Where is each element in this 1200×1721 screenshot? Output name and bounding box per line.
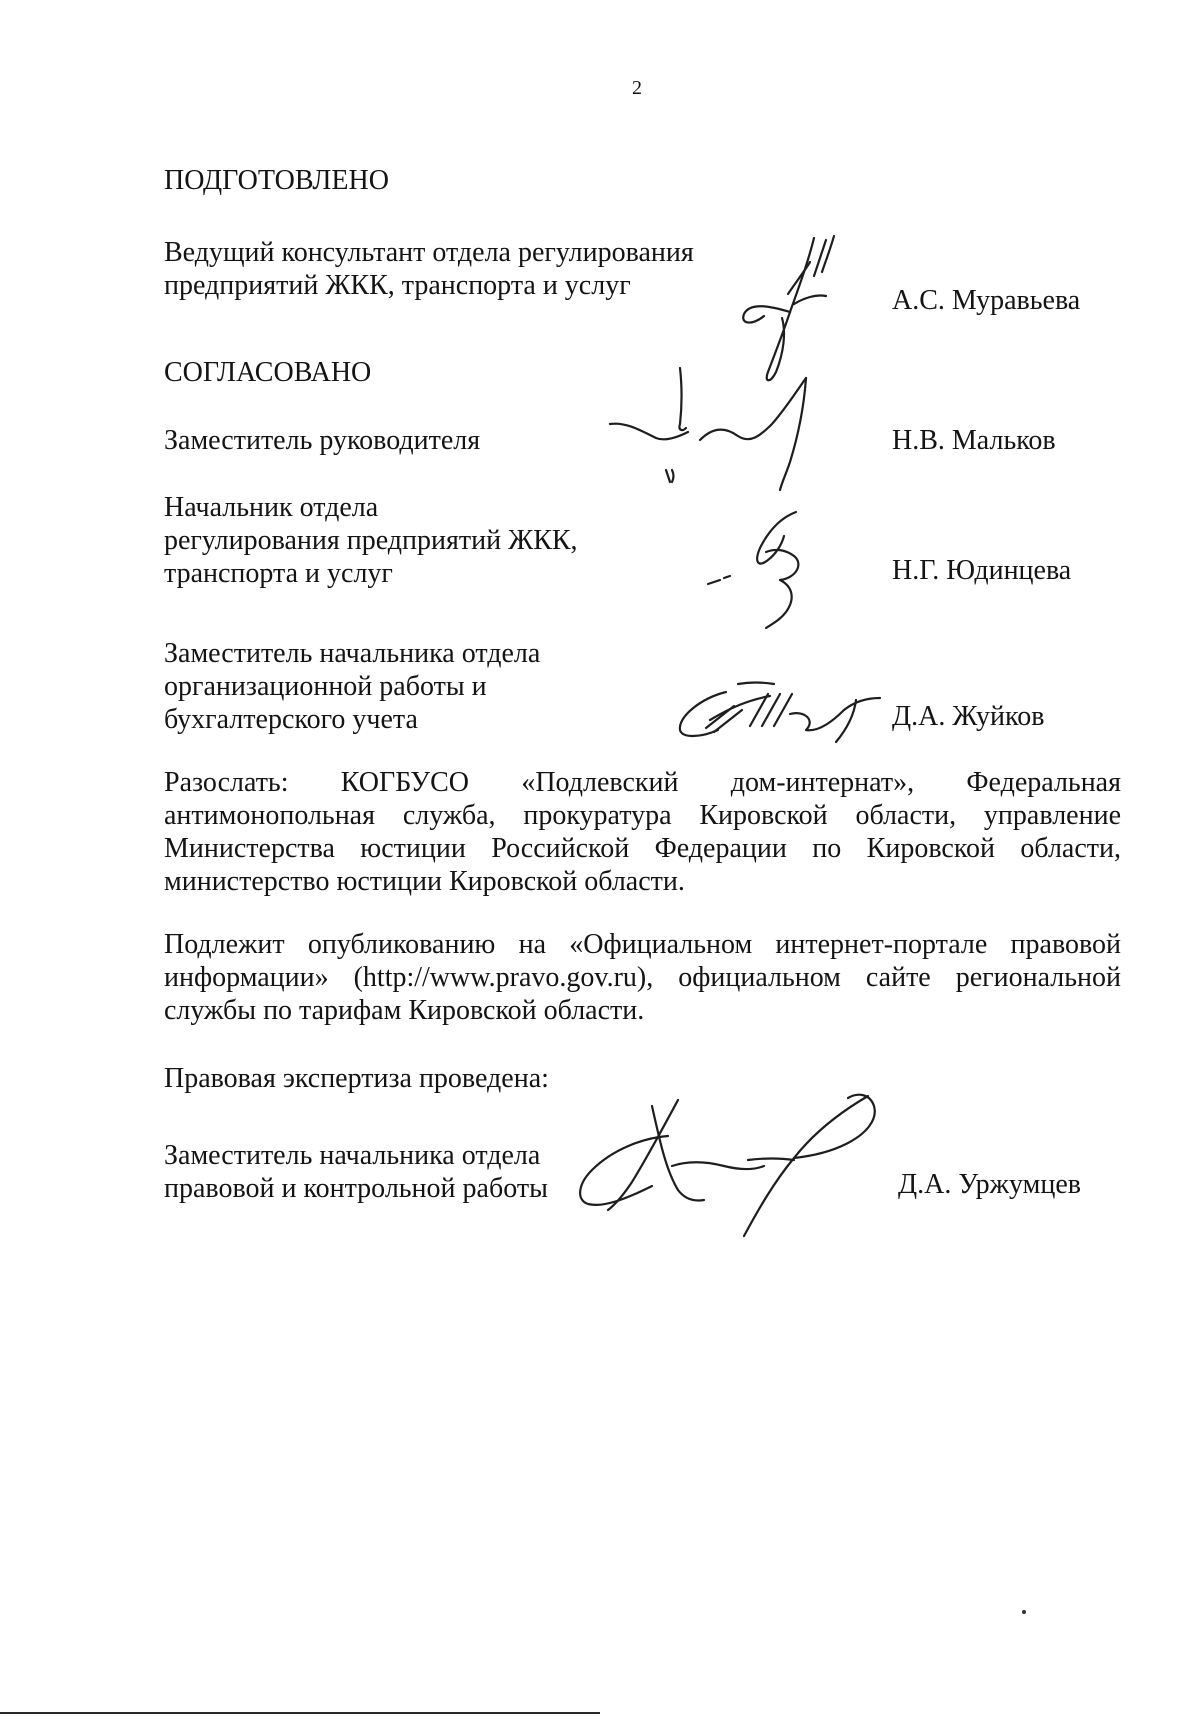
signature-yudintseva	[700, 508, 820, 628]
signature-zhuikov	[670, 680, 890, 750]
signer-name: Д.А. Жуйков	[892, 701, 1045, 732]
position-line: предприятий ЖКК, транспорта и услуг	[164, 270, 631, 301]
paragraph-line: Разослать: КОГБУСО «Подлевский дом-интернат», Федеральная	[164, 767, 1121, 798]
legal-review-signer-name: Д.А. Уржумцев	[898, 1169, 1082, 1200]
publication-paragraph	[164, 928, 1121, 1027]
scan-speck	[1022, 1610, 1026, 1614]
position-line: Заместитель начальника отдела	[164, 638, 541, 669]
position-line: Заместитель руководителя	[164, 425, 481, 456]
paragraph-line: министерство юстиции Кировской области.	[164, 866, 685, 897]
position-line: организационной работы и	[164, 671, 487, 702]
signer-name: Н.В. Мальков	[892, 425, 1056, 456]
position-line: транспорта и услуг	[164, 558, 393, 589]
legal-review-position	[164, 1139, 548, 1205]
signer-position	[164, 637, 540, 736]
paragraph-line: службы по тарифам Кировской области.	[164, 995, 645, 1026]
distribution-paragraph	[164, 766, 1121, 898]
footer-rule	[0, 1712, 600, 1714]
signer-position	[164, 491, 578, 590]
prepared-heading: ПОДГОТОВЛЕНО	[164, 165, 389, 196]
page-number: 2	[632, 77, 642, 99]
position-line: Начальник отдела	[164, 492, 379, 523]
prepared-signer-name: А.С. Муравьева	[892, 285, 1081, 316]
paragraph-line: Министерства юстиции Российской Федерации по Кировской области,	[164, 833, 1121, 864]
signer-name: Н.Г. Юдинцева	[892, 555, 1072, 586]
signature-malkov	[600, 366, 830, 496]
position-line: регулирования предприятий ЖКК,	[164, 525, 578, 556]
paragraph-line: антимонопольная служба, прокуратура Кировской области, управление	[164, 800, 1121, 831]
legal-review-heading: Правовая экспертиза проведена:	[164, 1063, 549, 1094]
position-line: Ведущий консультант отдела регулирования	[164, 237, 694, 268]
prepared-position	[164, 236, 694, 302]
signature-urzhumtsev	[568, 1086, 898, 1246]
position-line: правовой и контрольной работы	[164, 1173, 548, 1204]
position-line: Заместитель начальника отдела	[164, 1140, 541, 1171]
agreed-heading: СОГЛАСОВАНО	[164, 357, 372, 388]
paragraph-line: Подлежит опубликованию на «Официальном интернет-портале правовой	[164, 929, 1121, 960]
signer-position	[164, 424, 480, 457]
position-line: бухгалтерского учета	[164, 704, 418, 735]
paragraph-line: информации» (http://www.pravo.gov.ru), официальном сайте региональной	[164, 962, 1121, 993]
